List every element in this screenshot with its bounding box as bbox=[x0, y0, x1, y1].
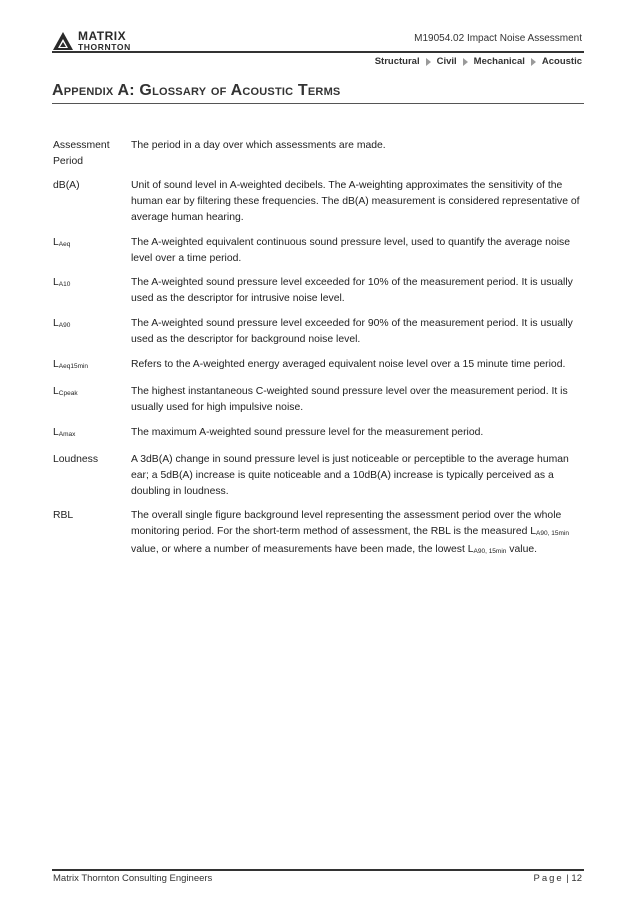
page-number: 12 bbox=[571, 873, 582, 884]
page-label: Page bbox=[533, 873, 564, 884]
footer-company: Matrix Thornton Consulting Engineers bbox=[53, 873, 213, 884]
footer-divider bbox=[52, 869, 584, 871]
glossary-definition: The period in a day over which assessments are made. bbox=[131, 140, 386, 151]
glossary-row-la10 bbox=[53, 275, 583, 307]
glossary-row-assessment-period bbox=[53, 138, 583, 170]
title-divider bbox=[52, 103, 584, 104]
footer-page-number bbox=[533, 873, 582, 884]
glossary-term: LA10 bbox=[53, 277, 71, 288]
glossary-definition: The maximum A-weighted sound pressure level for the measurement period. bbox=[131, 427, 484, 438]
glossary-row-laeq15min bbox=[53, 357, 583, 375]
glossary-row-lamax bbox=[53, 425, 583, 443]
page-separator: | bbox=[566, 873, 569, 884]
glossary-row-lcpeak bbox=[53, 384, 583, 416]
service-structural: Structural bbox=[374, 56, 420, 67]
glossary-term: LAmax bbox=[53, 427, 76, 438]
service-civil: Civil bbox=[436, 56, 457, 67]
glossary-row-loudness bbox=[53, 452, 583, 500]
glossary-definition: The A-weighted sound pressure level exceeded for 10% of the measurement period. It is usually used as the descriptor for intrusive noise level. bbox=[131, 277, 573, 304]
glossary-term: LCpeak bbox=[53, 386, 78, 397]
page-title: Appendix A: Glossary of Acoustic Terms bbox=[52, 82, 341, 99]
glossary-row-laeq bbox=[53, 235, 583, 267]
glossary-definition: A 3dB(A) change in sound pressure level is just noticeable or perceptible to the average human ear; a 5dB(A) increase is quite noticeable and a 10dB(A) increase is typically perceived as a doubling in loudness. bbox=[131, 454, 569, 497]
matrix-thornton-logo-icon bbox=[52, 31, 74, 51]
service-arrow-icon bbox=[463, 58, 468, 66]
glossary-row-dba bbox=[53, 178, 583, 226]
glossary-definition: The A-weighted sound pressure level exceeded for 90% of the measurement period. It is usually used as the descriptor for background noise level. bbox=[131, 318, 573, 345]
service-arrow-icon bbox=[426, 58, 431, 66]
glossary-term: Assessment Period bbox=[53, 140, 110, 167]
glossary-term: LAeq15min bbox=[53, 359, 89, 370]
glossary-row-rbl bbox=[53, 508, 583, 560]
service-acoustic: Acoustic bbox=[541, 56, 582, 67]
glossary-definition: The highest instantaneous C-weighted sound pressure level over the measurement period. It is usually used for high impulsive noise. bbox=[131, 386, 568, 413]
service-mechanical: Mechanical bbox=[473, 56, 525, 67]
logo-wordmark-bottom: THORNTON bbox=[78, 42, 131, 53]
glossary-list bbox=[53, 138, 583, 560]
glossary-term: LAeq bbox=[53, 237, 71, 248]
glossary-term: dB(A) bbox=[53, 180, 80, 191]
glossary-term: LA90 bbox=[53, 318, 71, 329]
glossary-definition: Unit of sound level in A-weighted decibels. The A-weighting approximates the sensitivity of the human ear by filtering these frequencies. The dB(A) measurement is considered representative of average human hearing. bbox=[131, 180, 580, 223]
glossary-definition: The A-weighted equivalent continuous sound pressure level, used to quantify the average noise level over a time period. bbox=[131, 237, 571, 264]
company-logo bbox=[52, 30, 131, 52]
document-reference: M19054.02 Impact Noise Assessment bbox=[414, 33, 582, 44]
services-list bbox=[375, 56, 582, 67]
glossary-definition: Refers to the A-weighted energy averaged equivalent noise level over a 15 minute time period. bbox=[131, 359, 566, 370]
glossary-term: Loudness bbox=[53, 454, 99, 465]
header-divider bbox=[52, 51, 584, 53]
glossary-definition: The overall single figure background level representing the assessment period over the whole monitoring period. For the short-term method of assessment, the RBL is the measured LA90, 15min value, or where a number of measurements have been made, the lowest LA90, 15min value. bbox=[131, 510, 569, 555]
glossary-term: RBL bbox=[53, 510, 74, 521]
logo-wordmark-top: MATRIX bbox=[78, 29, 127, 44]
glossary-row-la90 bbox=[53, 316, 583, 348]
service-arrow-icon bbox=[531, 58, 536, 66]
